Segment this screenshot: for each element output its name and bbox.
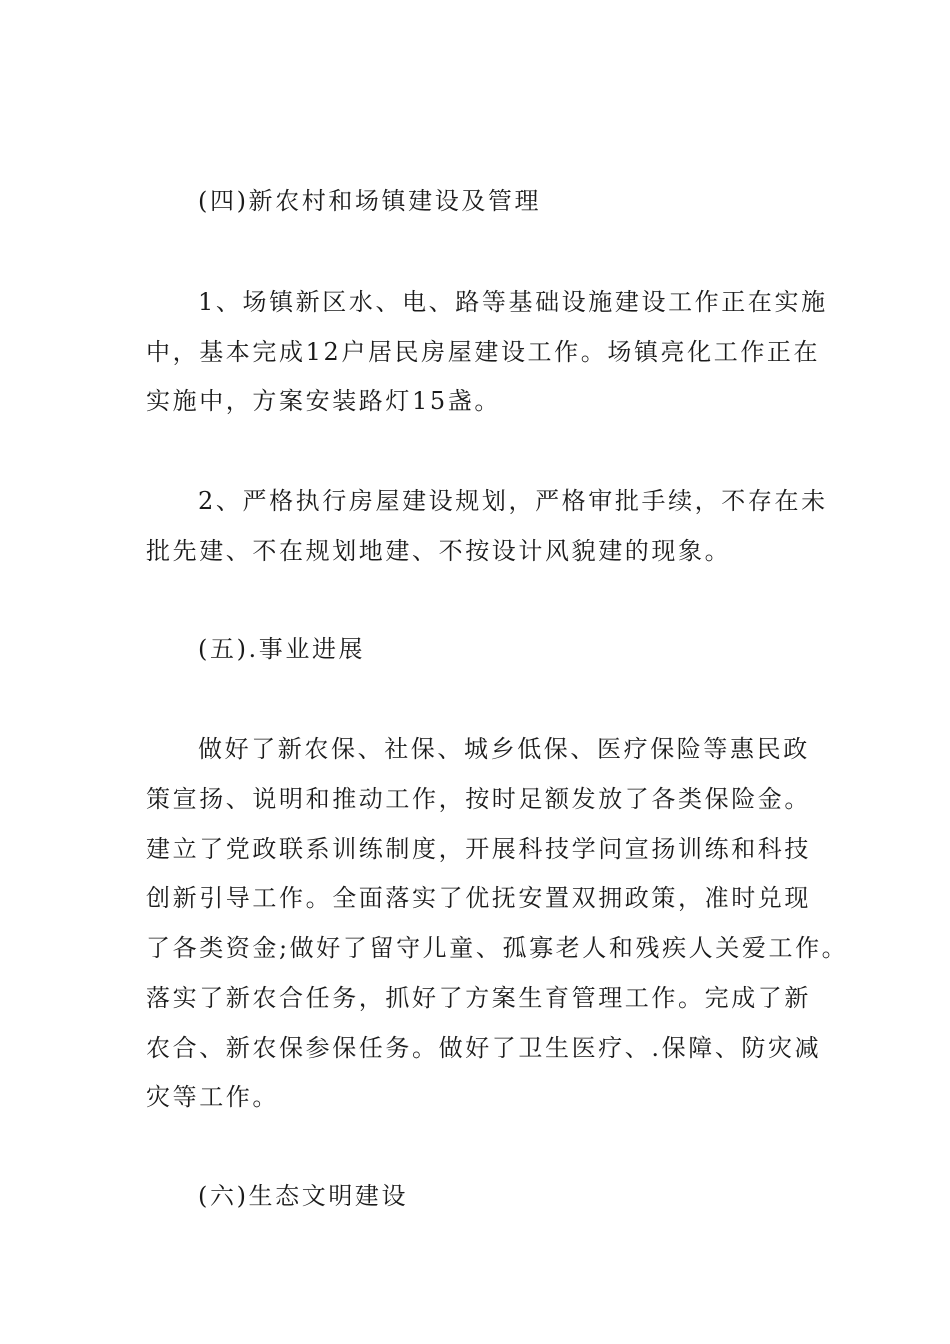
section-heading-5: (五).事业进展	[198, 635, 366, 663]
section-heading-6: (六)生态文明建设	[198, 1182, 409, 1210]
para-5-line-7: 农合、新农保参保任务。做好了卫生医疗、.保障、防灾减	[146, 1034, 822, 1062]
para-5-line-6: 落实了新农合任务，抓好了方案生育管理工作。完成了新	[146, 984, 811, 1012]
para-5-line-5: 了各类资金;做好了留守儿童、孤寡老人和残疾人关爱工作。	[146, 934, 849, 962]
para-5-line-2: 策宣扬、说明和推动工作，按时足额发放了各类保险金。	[146, 785, 811, 813]
para-5-line-8: 灾等工作。	[146, 1083, 279, 1111]
item-2-line-2: 批先建、不在规划地建、不按设计风貌建的现象。	[146, 537, 732, 565]
item-2-line-1: 2、严格执行房屋建设规划，严格审批手续，不存在未	[198, 487, 828, 515]
para-5-line-1: 做好了新农保、社保、城乡低保、医疗保险等惠民政	[198, 735, 810, 763]
section-heading-4: (四)新农村和场镇建设及管理	[198, 187, 542, 215]
item-1-line-2: 中，基本完成12户居民房屋建设工作。场镇亮化工作正在	[146, 338, 821, 366]
item-1-line-3: 实施中，方案安装路灯15盏。	[146, 387, 501, 415]
item-1-line-1: 1、场镇新区水、电、路等基础设施建设工作正在实施	[198, 288, 828, 316]
para-5-line-3: 建立了党政联系训练制度，开展科技学问宣扬训练和科技	[146, 835, 811, 863]
para-5-line-4: 创新引导工作。全面落实了优抚安置双拥政策，准时兑现	[146, 884, 811, 912]
